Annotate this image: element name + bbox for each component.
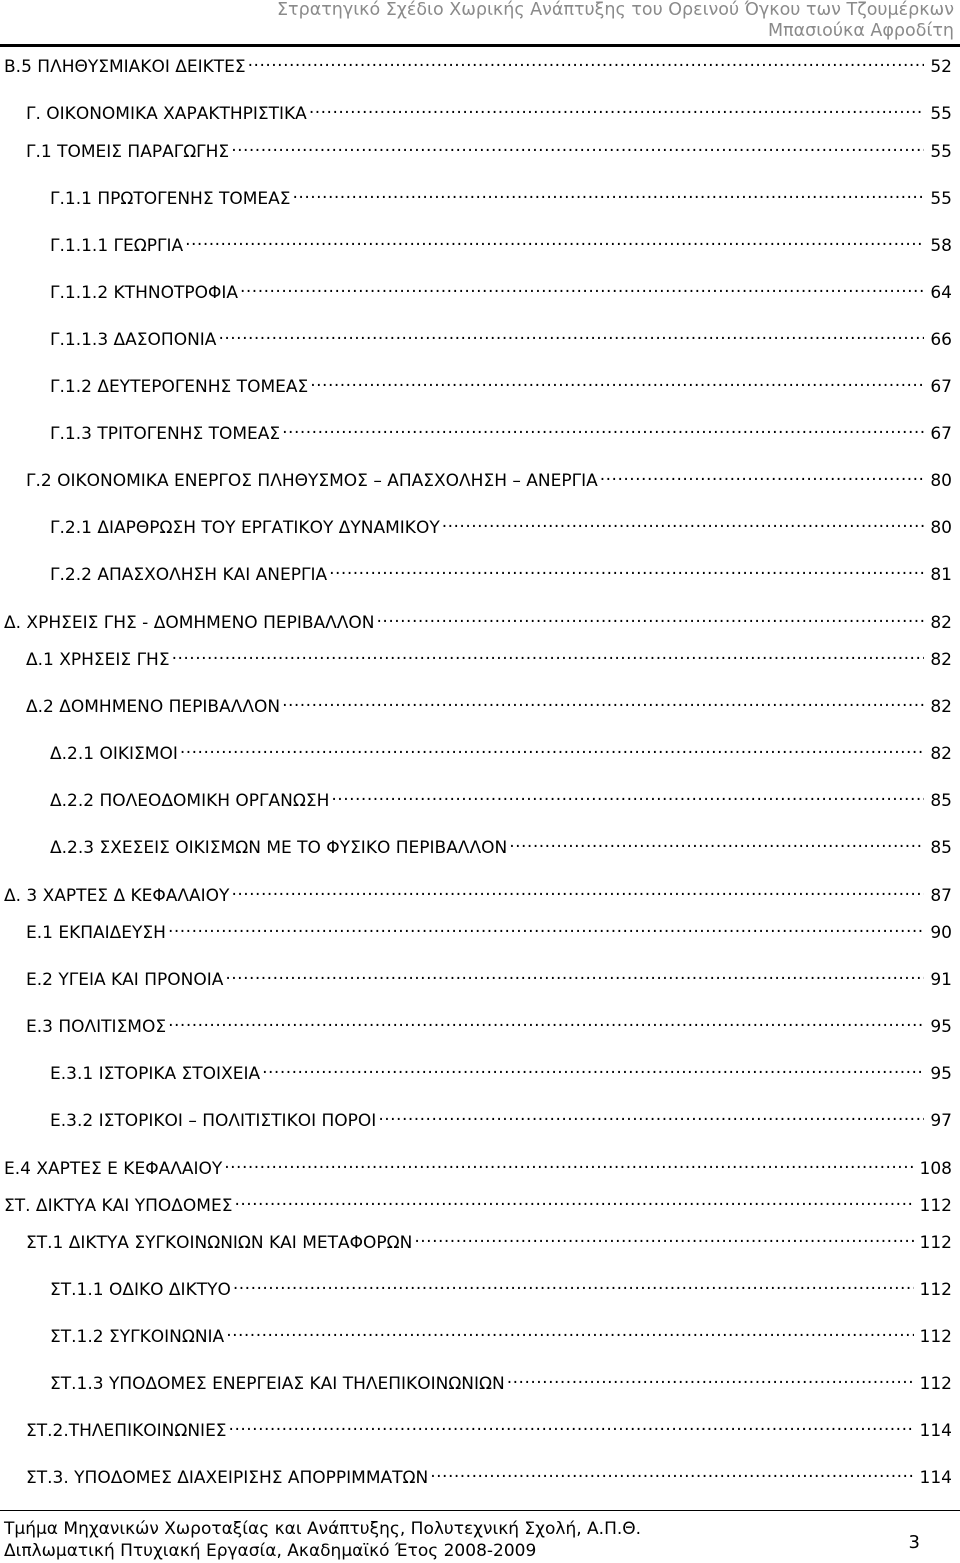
toc-leader-dots [224, 1152, 913, 1174]
toc-entry-title: Γ.2 ΟΙΚΟΝΟΜΙΚΑ ΕΝΕΡΓΟΣ ΠΛΗΘΥΣΜΟΣ – ΑΠΑΣΧΟΛΗΣΗ – ΑΝΕΡΓΙΑ [26, 471, 598, 491]
toc-entry-page: 114 [919, 1421, 952, 1441]
toc-leader-dots [509, 831, 924, 853]
toc-leader-dots [282, 690, 924, 712]
toc-leader-dots [414, 1226, 913, 1248]
toc-entry-page: 81 [930, 565, 952, 585]
toc-entry[interactable] [50, 1104, 952, 1131]
toc-entry[interactable] [50, 370, 952, 397]
toc-entry[interactable] [50, 831, 952, 858]
toc-leader-dots [430, 1461, 913, 1483]
toc-leader-dots [172, 643, 924, 665]
toc-entry-title: Ε.4 ΧΑΡΤΕΣ Ε ΚΕΦΑΛΑΙΟΥ [4, 1159, 223, 1179]
toc-entry-title: Δ.1 ΧΡΗΣΕΙΣ ΓΗΣ [26, 650, 170, 670]
toc-entry-title: Δ.2.1 ΟΙΚΙΣΜΟΙ [50, 744, 178, 764]
toc-entry-page: 95 [930, 1064, 952, 1084]
toc-entry[interactable] [50, 1320, 952, 1347]
toc-leader-dots [233, 1273, 914, 1295]
toc-entry[interactable] [50, 417, 952, 444]
toc-entry[interactable] [50, 229, 952, 256]
toc-entry-page: 55 [930, 189, 952, 209]
toc-leader-dots [229, 1414, 914, 1436]
toc-leader-dots [378, 1104, 924, 1126]
toc-leader-dots [600, 464, 924, 486]
toc-entry-page: 114 [919, 1468, 952, 1488]
toc-entry-title: Γ.1.1.2 ΚΤΗΝΟΤΡΟΦΙΑ [50, 283, 238, 303]
toc-entry-title: ΣΤ.1 ΔΙΚΤΥΑ ΣΥΓΚΟΙΝΩΝΙΩΝ ΚΑΙ ΜΕΤΑΦΟΡΩΝ [26, 1233, 413, 1253]
toc-entry-page: 82 [930, 697, 952, 717]
toc-leader-dots [185, 229, 924, 251]
toc-entry[interactable] [26, 690, 952, 717]
page-number: 3 [908, 1532, 920, 1553]
toc-entry-page: 87 [930, 886, 952, 906]
toc-leader-dots [262, 1057, 924, 1079]
toc-entry-title: Ε.3 ΠΟΛΙΤΙΣΜΟΣ [26, 1017, 167, 1037]
toc-entry[interactable] [26, 963, 952, 990]
toc-leader-dots [309, 97, 924, 119]
toc-entry-page: 82 [930, 744, 952, 764]
toc-entry[interactable] [50, 182, 952, 209]
toc-entry-page: 91 [930, 970, 952, 990]
toc-entry[interactable] [4, 50, 952, 77]
toc-leader-dots [310, 370, 924, 392]
toc-entry-page: 82 [930, 613, 952, 633]
toc-entry-title: Γ.2.1 ΔΙΑΡΘΡΩΣΗ ΤΟΥ ΕΡΓΑΤΙΚΟΥ ΔΥΝΑΜΙΚΟΥ [50, 518, 440, 538]
toc-leader-dots [168, 1010, 924, 1032]
toc-entry-title: ΣΤ.2.ΤΗΛΕΠΙΚΟΙΝΩΝΙΕΣ [26, 1421, 227, 1441]
header-author: Μπασιούκα Αφροδίτη [767, 21, 954, 41]
toc-entry-title: Δ.2 ΔΟΜΗΜΕΝΟ ΠΕΡΙΒΑΛΛΟΝ [26, 697, 281, 717]
toc-entry-page: 67 [930, 377, 952, 397]
toc-entry-page: 108 [919, 1159, 952, 1179]
toc-entry-title: ΣΤ. ΔΙΚΤΥΑ ΚΑΙ ΥΠΟΔΟΜΕΣ [4, 1196, 233, 1216]
toc-entry[interactable] [50, 784, 952, 811]
toc-entry-page: 58 [930, 236, 952, 256]
toc-entry-page: 112 [919, 1196, 952, 1216]
toc-entry-title: Γ.1.1.3 ΔΑΣΟΠΟΝΙΑ [50, 330, 217, 350]
toc-entry[interactable] [26, 1010, 952, 1037]
toc-leader-dots [225, 963, 924, 985]
toc-leader-dots [180, 737, 924, 759]
footer-thesis-info: Διπλωματική Πτυχιακή Εργασία, Ακαδημαϊκό Έτος 2008-2009 [4, 1541, 537, 1561]
toc-entry-title: ΣΤ.1.3 ΥΠΟΔΟΜΕΣ ΕΝΕΡΓΕΙΑΣ ΚΑΙ ΤΗΛΕΠΙΚΟΙΝΩΝΙΩΝ [50, 1374, 505, 1394]
toc-leader-dots [442, 511, 924, 533]
toc-entry-title: Δ.2.2 ΠΟΛΕΟΔΟΜΙΚΗ ΟΡΓΑΝΩΣΗ [50, 791, 330, 811]
toc-entry[interactable] [26, 135, 952, 162]
toc-leader-dots [331, 784, 924, 806]
toc-entry-page: 97 [930, 1111, 952, 1131]
toc-entry-title: ΣΤ.1.1 ΟΔΙΚΟ ΔΙΚΤΥΟ [50, 1280, 231, 1300]
toc-entry-page: 112 [919, 1233, 952, 1253]
toc-entry[interactable] [26, 1414, 952, 1441]
toc-leader-dots [231, 135, 924, 157]
toc-leader-dots [507, 1367, 914, 1389]
toc-leader-dots [329, 558, 924, 580]
page-footer [4, 1518, 641, 1562]
toc-entry-page: 52 [930, 57, 952, 77]
toc-entry[interactable] [50, 1367, 952, 1394]
toc-entry[interactable] [26, 1226, 952, 1253]
toc-entry-title: Γ. ΟΙΚΟΝΟΜΙΚΑ ΧΑΡΑΚΤΗΡΙΣΤΙΚΑ [26, 104, 307, 124]
toc-entry[interactable] [50, 276, 952, 303]
toc-entry[interactable] [50, 1057, 952, 1084]
toc-entry[interactable] [26, 464, 952, 491]
toc-entry-title: ΣΤ.1.2 ΣΥΓΚΟΙΝΩΝΙΑ [50, 1327, 225, 1347]
toc-entry[interactable] [50, 737, 952, 764]
toc-entry-title: Δ. ΧΡΗΣΕΙΣ ΓΗΣ - ΔΟΜΗΜΕΝΟ ΠΕΡΙΒΑΛΛΟΝ [4, 613, 375, 633]
toc-leader-dots [231, 879, 924, 901]
toc-entry-title: Γ.1.1.1 ΓΕΩΡΓΙΑ [50, 236, 184, 256]
toc-entry-page: 112 [919, 1374, 952, 1394]
toc-entry-page: 55 [930, 104, 952, 124]
toc-entry-title: Δ.2.3 ΣΧΕΣΕΙΣ ΟΙΚΙΣΜΩΝ ΜΕ ΤΟ ΦΥΣΙΚΟ ΠΕΡΙΒΑΛΛΟΝ [50, 838, 508, 858]
toc-entry[interactable] [50, 323, 952, 350]
toc-entry-page: 95 [930, 1017, 952, 1037]
toc-leader-dots [168, 916, 924, 938]
toc-entry-title: Γ.1.2 ΔΕΥΤΕΡΟΓΕΝΗΣ ΤΟΜΕΑΣ [50, 377, 309, 397]
toc-entry-page: 67 [930, 424, 952, 444]
header-document-title: Στρατηγικό Σχέδιο Χωρικής Ανάπτυξης του Ορεινού Όγκου των Τζουμέρκων [277, 0, 954, 20]
toc-entry-page: 112 [919, 1280, 952, 1300]
toc-entry-title: Γ.1 ΤΟΜΕΙΣ ΠΑΡΑΓΩΓΗΣ [26, 142, 230, 162]
toc-entry-page: 80 [930, 518, 952, 538]
toc-entry[interactable] [50, 1273, 952, 1300]
toc-entry[interactable] [4, 879, 952, 906]
toc-leader-dots [226, 1320, 913, 1342]
toc-leader-dots [282, 417, 924, 439]
toc-entry-page: 64 [930, 283, 952, 303]
toc-entry-title: ΣΤ.3. ΥΠΟΔΟΜΕΣ ΔΙΑΧΕΙΡΙΣΗΣ ΑΠΟΡΡΙΜΜΑΤΩΝ [26, 1468, 429, 1488]
footer-department: Τμήμα Μηχανικών Χωροταξίας και Ανάπτυξης, Πολυτεχνική Σχολή, Α.Π.Θ. [4, 1519, 642, 1539]
toc-entry-page: 82 [930, 650, 952, 670]
toc-entry[interactable] [26, 643, 952, 670]
toc-entry[interactable] [4, 606, 952, 633]
toc-leader-dots [234, 1189, 913, 1211]
toc-entry-page: 85 [930, 838, 952, 858]
toc-entry-title: Β.5 ΠΛΗΘΥΣΜΙΑΚΟΙ ΔΕΙΚΤΕΣ [4, 57, 246, 77]
toc-entry-page: 66 [930, 330, 952, 350]
toc-entry[interactable] [50, 511, 952, 538]
toc-leader-dots [377, 606, 924, 628]
toc-entry-page: 112 [919, 1327, 952, 1347]
toc-entry[interactable] [26, 916, 952, 943]
toc-entry-title: Ε.1 ΕΚΠΑΙΔΕΥΣΗ [26, 923, 166, 943]
toc-entry-title: Γ.2.2 ΑΠΑΣΧΟΛΗΣΗ ΚΑΙ ΑΝΕΡΓΙΑ [50, 565, 328, 585]
toc-entry-page: 90 [930, 923, 952, 943]
toc-entry[interactable] [26, 97, 952, 124]
toc-entry[interactable] [4, 1152, 952, 1179]
toc-leader-dots [218, 323, 924, 345]
toc-entry-page: 80 [930, 471, 952, 491]
toc-entry-page: 85 [930, 791, 952, 811]
toc-entry[interactable] [4, 1189, 952, 1216]
toc-entry-title: Ε.2 ΥΓΕΙΑ ΚΑΙ ΠΡΟΝΟΙΑ [26, 970, 224, 990]
toc-entry[interactable] [26, 1461, 952, 1488]
toc-entry-title: Ε.3.1 ΙΣΤΟΡΙΚΑ ΣΤΟΙΧΕΙΑ [50, 1064, 261, 1084]
toc-entry-page: 55 [930, 142, 952, 162]
toc-entry-title: Ε.3.2 ΙΣΤΟΡΙΚΟΙ – ΠΟΛΙΤΙΣΤΙΚΟΙ ΠΟΡΟΙ [50, 1111, 377, 1131]
toc-leader-dots [293, 182, 924, 204]
toc-leader-dots [248, 50, 924, 72]
toc-entry-title: Γ.1.3 ΤΡΙΤΟΓΕΝΗΣ ΤΟΜΕΑΣ [50, 424, 281, 444]
toc-leader-dots [240, 276, 924, 298]
toc-entry[interactable] [50, 558, 952, 585]
toc-entry-title: Γ.1.1 ΠΡΩΤΟΓΕΝΗΣ ΤΟΜΕΑΣ [50, 189, 291, 209]
footer-rule [0, 1510, 960, 1511]
toc-entry-title: Δ. 3 ΧΑΡΤΕΣ Δ ΚΕΦΑΛΑΙΟΥ [4, 886, 230, 906]
